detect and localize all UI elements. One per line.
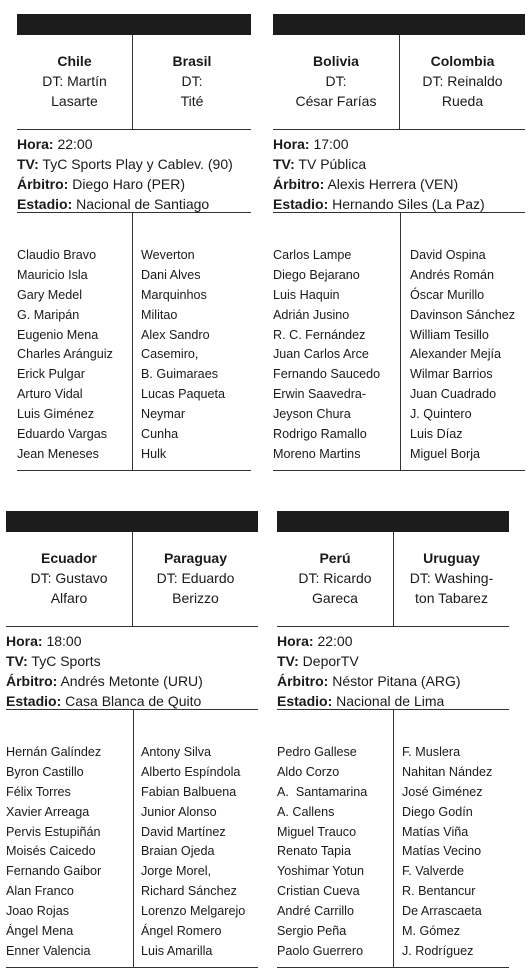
teams-divider: [132, 532, 133, 626]
info-rule: [6, 709, 258, 710]
referee: [6, 671, 258, 691]
player-name: David Ospina: [410, 248, 486, 262]
info-label: TV:: [277, 653, 299, 669]
kickoff-time: [17, 134, 251, 154]
player-name: Gary Medel: [17, 287, 83, 302]
player-name: Miguel Trauco: [277, 824, 357, 839]
lineup-left: [277, 743, 367, 962]
player-name: Fernando Gaibor: [6, 864, 102, 879]
info-label: Estadio:: [17, 196, 73, 212]
info-label: Estadio:: [277, 693, 333, 709]
info-label: Árbitro:: [277, 673, 329, 689]
player-name: David Martínez: [141, 824, 226, 839]
player-name: Moreno Martins: [273, 446, 361, 461]
info-value: TyC Sports: [31, 653, 101, 669]
info-label: TV:: [273, 156, 295, 172]
team-left: [277, 532, 393, 626]
player-name: William Tesillo: [410, 327, 489, 342]
player-name: J. Rodríguez: [402, 943, 474, 958]
player-name: F. Muslera: [402, 745, 461, 759]
player-name: Enner Valencia: [6, 943, 91, 958]
info-value: 22:00: [57, 136, 93, 152]
teams-row: [17, 35, 251, 129]
bottom-rule: [273, 470, 525, 471]
player-name: A. Santamarina: [277, 784, 368, 799]
info-label: Árbitro:: [6, 673, 58, 689]
player-name: Erwin Saavedra-: [273, 387, 367, 402]
coach-line: Berizzo: [172, 590, 219, 606]
player-name: Eugenio Mena: [17, 327, 99, 342]
player-name: A. Callens: [277, 804, 335, 819]
info-value: TyC Sports Play y Cablev. (90): [42, 156, 233, 172]
team-right: [133, 35, 251, 129]
info-value: Diego Haro (PER): [72, 176, 186, 192]
info-rule: [273, 212, 525, 213]
team-left: [273, 35, 399, 129]
player-name: Aldo Corzo: [277, 764, 340, 779]
player-name: Paolo Guerrero: [277, 943, 364, 958]
team-name: Colombia: [430, 53, 495, 69]
referee: [17, 174, 251, 194]
player-name: J. Quintero: [410, 407, 472, 422]
player-name: Luis Díaz: [410, 427, 463, 442]
match-header-bar: [277, 511, 509, 532]
teams-divider: [132, 35, 133, 129]
info-label: Hora:: [17, 136, 54, 152]
player-name: R. C. Fernández: [273, 327, 366, 342]
player-name: Joao Rojas: [6, 904, 70, 919]
player-name: Hernán Galíndez: [6, 745, 102, 759]
info-value: Alexis Herrera (VEN): [327, 176, 459, 192]
player-name: Alexander Mejía: [410, 347, 502, 362]
referee: [273, 174, 525, 194]
info-value: Néstor Pitana (ARG): [332, 673, 461, 689]
tv-channel: [6, 651, 258, 671]
player-name: Rodrigo Ramallo: [273, 427, 367, 442]
player-name: Fernando Saucedo: [273, 367, 381, 382]
team-name: Perú: [319, 550, 351, 566]
coach-line: DT: Ricardo: [298, 570, 372, 586]
info-label: Árbitro:: [273, 176, 325, 192]
info-label: Hora:: [6, 633, 43, 649]
team-left: [6, 532, 132, 626]
player-name: Wilmar Barrios: [410, 367, 493, 382]
info-label: Estadio:: [6, 693, 62, 709]
player-name: Lorenzo Melgarejo: [141, 904, 246, 919]
player-name: Fabian Balbuena: [141, 784, 237, 799]
player-name: Luis Giménez: [17, 407, 94, 422]
tv-channel: [277, 651, 509, 671]
player-name: B. Guimaraes: [141, 367, 218, 382]
lineup-right: [141, 743, 245, 962]
kickoff-time: [6, 631, 258, 651]
player-name: Jeyson Chura: [273, 407, 351, 422]
player-name: Braian Ojeda: [141, 844, 215, 859]
player-name: Militao: [141, 307, 178, 322]
team-right: [133, 532, 258, 626]
stadium: [17, 194, 251, 214]
match-info: [277, 631, 509, 711]
info-label: Hora:: [273, 136, 310, 152]
player-name: Richard Sánchez: [141, 884, 237, 899]
player-name: Pedro Gallese: [277, 745, 357, 759]
player-name: Pervis Estupiñán: [6, 824, 101, 839]
player-name: Jorge Morel,: [141, 864, 211, 879]
player-name: Matías Vecino: [402, 844, 482, 859]
player-name: Alex Sandro: [141, 327, 210, 342]
info-label: Hora:: [277, 633, 314, 649]
kickoff-time: [277, 631, 509, 651]
player-name: Ángel Romero: [141, 924, 222, 939]
team-name: Chile: [57, 53, 92, 69]
player-name: Cunha: [141, 427, 179, 442]
player-name: Jean Meneses: [17, 446, 99, 461]
team-name: Brasil: [172, 53, 212, 69]
teams-divider: [393, 532, 394, 626]
lineup-left: [273, 246, 380, 465]
player-name: Cristian Cueva: [277, 884, 360, 899]
player-name: Diego Godín: [402, 804, 473, 819]
team-name: Bolivia: [313, 53, 359, 69]
player-name: Luis Haquin: [273, 287, 340, 302]
player-name: Moisés Caicedo: [6, 844, 96, 859]
match-header-bar: [6, 511, 258, 532]
coach-line: DT: Reinaldo: [422, 73, 503, 89]
info-value: DeporTV: [302, 653, 359, 669]
lineup-left: [17, 246, 113, 465]
team-name: Ecuador: [40, 550, 97, 566]
teams-rule: [277, 626, 509, 627]
info-value: Nacional de Lima: [336, 693, 445, 709]
team-name: Paraguay: [163, 550, 228, 566]
team-left: [17, 35, 132, 129]
info-value: Nacional de Santiago: [76, 196, 210, 212]
player-name: Alan Franco: [6, 884, 74, 899]
match-info: [17, 134, 251, 214]
lineups-divider: [393, 709, 394, 967]
tv-channel: [273, 154, 525, 174]
player-name: Hulk: [141, 446, 167, 461]
player-name: Ángel Mena: [6, 924, 74, 939]
lineup-left: [6, 743, 101, 962]
player-name: Xavier Arreaga: [6, 804, 90, 819]
info-label: Estadio:: [273, 196, 329, 212]
info-value: 18:00: [46, 633, 82, 649]
player-name: Luis Amarilla: [141, 943, 213, 958]
stadium: [6, 691, 258, 711]
info-label: Árbitro:: [17, 176, 69, 192]
player-name: André Carrillo: [277, 904, 354, 919]
coach-line: Rueda: [441, 93, 484, 109]
player-name: F. Valverde: [402, 864, 465, 879]
coach-line: Alfaro: [50, 590, 88, 606]
player-name: Nahitan Nández: [402, 764, 493, 779]
player-name: Diego Bejarano: [273, 267, 360, 282]
coach-line: Lasarte: [51, 93, 98, 109]
coach-line: Tité: [180, 93, 204, 109]
referee: [277, 671, 509, 691]
info-value: 17:00: [313, 136, 349, 152]
coach-line: DT:: [325, 73, 347, 89]
teams-divider: [399, 35, 400, 129]
kickoff-time: [273, 134, 525, 154]
match-header-bar: [273, 14, 525, 35]
lineups-divider: [133, 709, 134, 967]
coach-line: Gareca: [312, 590, 358, 606]
info-rule: [17, 212, 251, 213]
coach-line: DT: Eduardo: [156, 570, 235, 586]
info-value: 22:00: [317, 633, 353, 649]
info-value: Andrés Metonte (URU): [60, 673, 203, 689]
teams-rule: [17, 129, 251, 130]
player-name: Claudio Bravo: [17, 248, 97, 262]
player-name: Arturo Vidal: [17, 387, 83, 402]
player-name: Félix Torres: [6, 784, 71, 799]
info-label: TV:: [17, 156, 39, 172]
player-name: Erick Pulgar: [17, 367, 85, 382]
team-right: [400, 35, 525, 129]
player-name: Casemiro,: [141, 347, 199, 362]
match-info: [6, 631, 258, 711]
player-name: Carlos Lampe: [273, 248, 352, 262]
teams-rule: [6, 626, 258, 627]
match-header-bar: [17, 14, 251, 35]
player-name: Matías Viña: [402, 824, 469, 839]
player-name: M. Gómez: [402, 924, 461, 939]
bottom-rule: [17, 470, 251, 471]
player-name: Junior Alonso: [141, 804, 217, 819]
lineup-right: [141, 246, 225, 465]
player-name: Charles Aránguiz: [17, 347, 113, 362]
match-info: [273, 134, 525, 214]
player-name: Renato Tapia: [277, 844, 351, 859]
player-name: De Arrascaeta: [402, 904, 482, 919]
player-name: Byron Castillo: [6, 764, 84, 779]
player-name: Weverton: [141, 248, 195, 262]
player-name: Adrián Jusino: [273, 307, 350, 322]
coach-line: DT:: [181, 73, 203, 89]
player-name: Mauricio Isla: [17, 267, 88, 282]
player-name: José Giménez: [402, 784, 483, 799]
coach-line: DT: Gustavo: [30, 570, 108, 586]
team-name: Uruguay: [423, 550, 480, 566]
player-name: Alberto Espíndola: [141, 764, 241, 779]
coach-line: César Farías: [295, 93, 377, 109]
stadium: [273, 194, 525, 214]
player-name: Yoshimar Yotun: [277, 864, 365, 879]
lineup-right: [410, 246, 515, 465]
player-name: Neymar: [141, 407, 186, 422]
lineups-divider: [400, 212, 401, 470]
info-value: Hernando Siles (La Paz): [332, 196, 485, 212]
info-value: TV Pública: [298, 156, 367, 172]
coach-line: ton Tabarez: [415, 590, 488, 606]
player-name: Juan Cuadrado: [410, 387, 497, 402]
player-name: Juan Carlos Arce: [273, 347, 369, 362]
player-name: Antony Silva: [141, 745, 212, 759]
player-name: R. Bentancur: [402, 884, 476, 899]
player-name: Eduardo Vargas: [17, 427, 108, 442]
player-name: Marquinhos: [141, 287, 207, 302]
coach-line: DT: Washing-: [409, 570, 494, 586]
info-value: Casa Blanca de Quito: [65, 693, 202, 709]
stadium: [277, 691, 509, 711]
player-name: Óscar Murillo: [410, 287, 485, 302]
player-name: Sergio Peña: [277, 924, 347, 939]
lineup-right: [402, 743, 492, 962]
info-label: TV:: [6, 653, 28, 669]
player-name: G. Maripán: [17, 307, 80, 322]
player-name: Lucas Paqueta: [141, 387, 226, 402]
player-name: Dani Alves: [141, 267, 201, 282]
teams-rule: [273, 129, 525, 130]
coach-line: DT: Martín: [42, 73, 107, 89]
player-name: Miguel Borja: [410, 446, 480, 461]
player-name: Davinson Sánchez: [410, 307, 516, 322]
team-right: [394, 532, 509, 626]
tv-channel: [17, 154, 251, 174]
player-name: Andrés Román: [410, 267, 494, 282]
lineups-divider: [132, 212, 133, 470]
